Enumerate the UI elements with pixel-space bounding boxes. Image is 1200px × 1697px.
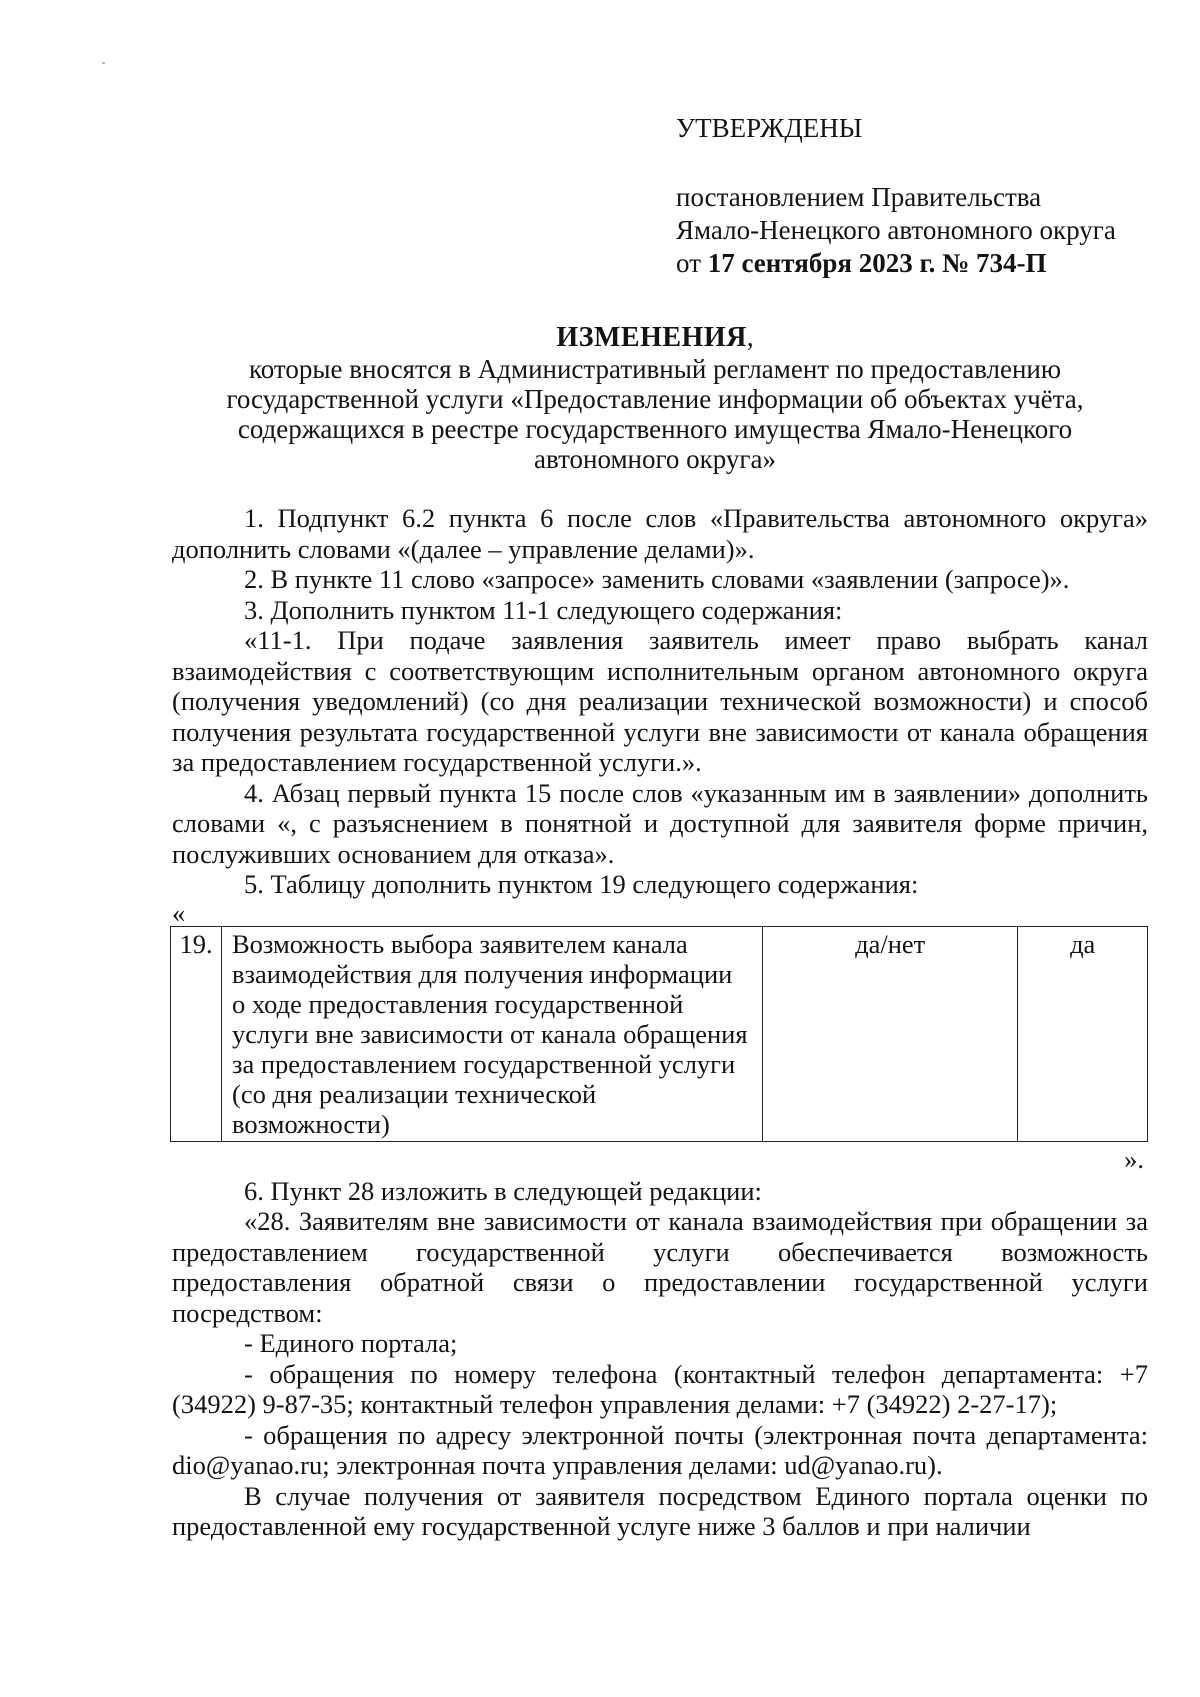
- paragraph-7: В случае получения от заявителя посредством Единого портала оценки по предоставленной ему государственной услуге ниже 3 баллов и при наличии: [172, 1480, 1148, 1541]
- table-row: [171, 926, 1148, 1141]
- table-cell-description: Возможность выбора заявителем канала взаимодействия для получения информации о ходе предоставления государственной услуги вне зависимости от канала обращения за предоставлением государственной услуги (со дня реализации технической возможности): [222, 926, 763, 1141]
- paragraph-5: 5. Таблицу дополнить пунктом 19 следующего содержания:: [244, 869, 919, 899]
- heading-subtitle-line: содержащихся в реестре государственного имущества Ямало-Ненецкого: [237, 414, 1073, 444]
- paragraph-2: 2. В пункте 11 слово «запросе» заменить словами «заявлении (запросе)».: [244, 564, 1070, 594]
- bullet-portal: - Единого портала;: [244, 1328, 458, 1358]
- approval-line-2: Ямало-Ненецкого автономного округа: [676, 215, 1116, 245]
- approval-date-prefix: от: [676, 248, 701, 278]
- document-heading: [160, 322, 1150, 474]
- heading-subtitle-line: которые вносятся в Административный регламент по предоставлению: [248, 354, 1062, 384]
- paragraph-6-quote: «28. Заявителям вне зависимости от канала взаимодействия при обращении за предоставлением государственной услуги обеспечивается возможность предоставления обратной связи о предоставлении государственной услуги посредством:: [172, 1206, 1148, 1328]
- table-open-quote: «: [172, 897, 186, 928]
- amendment-table: [170, 926, 1148, 1142]
- heading-subtitle-line: автономного округа»: [534, 444, 776, 474]
- scan-artifact: [102, 62, 105, 64]
- paragraph-3: 3. Дополнить пунктом 11-1 следующего содержания:: [244, 594, 843, 625]
- heading-subtitle-line: государственной услуги «Предоставление информации об объектах учёта,: [226, 384, 1084, 414]
- approval-title: УТВЕРЖДЕНЫ: [676, 113, 863, 143]
- heading-title: ИЗМЕНЕНИЯ: [556, 322, 747, 353]
- approval-block: [676, 112, 1116, 280]
- approval-date-line: [676, 247, 1116, 280]
- approval-line-1: постановлением Правительства: [676, 182, 1042, 212]
- bullet-phone: - обращения по номеру телефона (контактный телефон департамента: +7 (34922) 9-87-35; контактный телефон управления делами: +7 (34922) 2-27-17);: [172, 1358, 1148, 1419]
- bullet-email: - обращения по адресу электронной почты (электронная почта департамента: dio@yanao.ru; электронная почта управления делами: ud@yanao.ru).: [172, 1419, 1148, 1480]
- table-cell-number: 19.: [171, 926, 222, 1141]
- table-cell-value: да: [1018, 926, 1148, 1141]
- document-body: [172, 503, 1148, 1542]
- heading-title-suffix: ,: [746, 322, 754, 352]
- heading-title-line: [160, 322, 1150, 354]
- approval-date: 17 сентября 2023 г. № 734-П: [707, 248, 1047, 278]
- paragraph-3-quote: «11-1. При подаче заявления заявитель имеет право выбрать канал взаимодействия с соответствующим исполнительным органом автономного округа (получения уведомлений) (со дня реализации технической возможности) и способ получения результата государственной услуги вне зависимости от канала обращения за предоставлением государственной услуги.».: [172, 625, 1148, 777]
- paragraph-1: 1. Подпункт 6.2 пункта 6 после слов «Правительства автономного округа» дополнить словами «(далее – управление делами)».: [172, 503, 1148, 564]
- paragraph-6: 6. Пункт 28 изложить в следующей редакции:: [244, 1175, 762, 1206]
- table-close-quote: ».: [1124, 1143, 1144, 1174]
- table-cell-options: да/нет: [763, 926, 1018, 1141]
- paragraph-4: 4. Абзац первый пункта 15 после слов «указанным им в заявлении» дополнить словами «, с разъяснением в понятной и доступной для заявителя форме причин, послуживших основанием для отказа».: [172, 777, 1148, 869]
